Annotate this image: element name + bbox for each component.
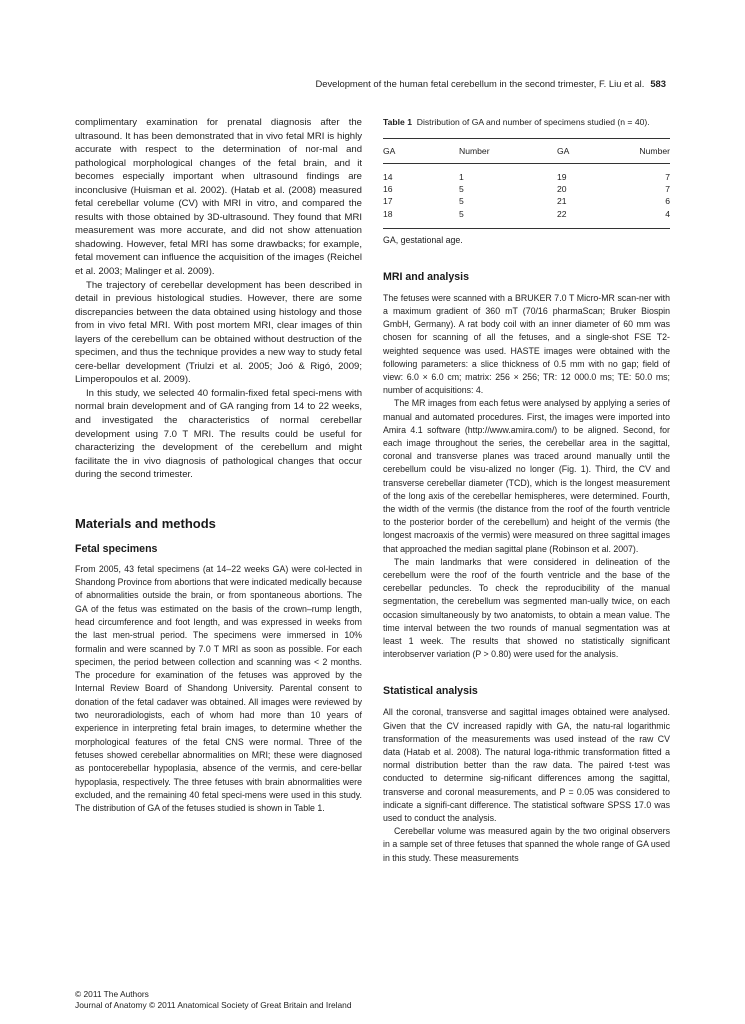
table-cell: 5 [459,208,464,219]
intro-paragraph-3: In this study, we selected 40 formalin-fixed fetal speci-mens with normal brain development and of GA ranging from 14 to 22 weeks, and investigated the characteristics of normal cerebellar development using 7.0 T MRI. The results could be useful for characterizing the development of the cerebellum and might facilitate the in vivo diagnosis of pathological changes that occur during the second trimester. [75,387,362,481]
stats-paragraph-2: Cerebellar volume was measured again by the two original observers in a sample set of three fetuses that spanned the whole range of GA used in this study. These measurements [383,826,670,863]
table-caption-text: Distribution of GA and number of specimens studied (n = 40). [416,117,650,127]
table-cell: 18 [383,208,393,219]
fetal-specimens-paragraph: From 2005, 43 fetal specimens (at 14–22 weeks GA) were col-lected in Shandong Province from abortions that were indicated medically because of abnormalities outside the brain, or from spontaneous abortions. The GA of the fetus was estimated on the basis of the crown–rump length, head circumference and foot length, and was expressed in weeks from the last men-strual period. The specimens were immersed in 10% formalin and were scanned by 7.0 T MRI as soon as possible. For each specimen, the period between collection and scanning was < 2 months. The procedure for examination of the fetuses was approved by the Internal Review Board of Shandong University. Parental consent to donation of the fetal cadaver was obtained. All images were reviewed by two neuroradiologists, each of whom had more than 10 years of experience in interpreting fetal brain images, to determine whether the morphological features of the fetal CNS were normal. Three of the fetuses showed cerebellar abnormalities on MRI; these were diagnosed as pontocerebellar hypoplasia, absence of the vermis, and cere-bellar hypoplasia, respectively. The three fetuses with brain abnormalities were excluded, and the remaining 40 fetal speci-mens were used in this study. The distribution of GA of the fetuses studied is shown in Table 1. [75,563,362,814]
table-cell: 5 [459,184,464,195]
mri-paragraph-2: The MR images from each fetus were analysed by applying a series of manual and automated procedures. First, the images were imported into Amira 4.1 software (http://www.amira.com/) to be aligned. Second, for each image throughout the series, the cerebellar area in the sagittal, coronal and transverse planes was traced around manually until the cerebellum could be visu-alized no longer (Fig. 1). Third, the CV and transverse cerebellar diameter (TCD), which is the longest measurement of the long axis of the cerebellar hemispheres, were determined. Fourth, the width of the vermis (the distance from the roof of the fourth ventricle to the posterior border of the cerebellum) and height of the vermis (the longest macroaxis of the vermis) were measured on three sagittal images that approached the median sagittal plane (Robinson et al. 2007). [383,398,670,554]
running-header [316,78,666,89]
table-row [383,195,670,207]
table-footnote: GA, gestational age. [383,234,463,245]
journal-line: Journal of Anatomy © 2011 Anatomical Society of Great Britain and Ireland [75,1000,352,1011]
table-row [383,164,670,184]
intro-paragraph-2: The trajectory of cerebellar development has been described in detail in previous histological studies. However, there are some discrepancies between the data obtained using histology and those from in vivo fetal MRI. With post mortem MRI, clear images of thin layers of the cerebellum can be obtained without destruction of the specimen, and thus the technique provides a new way to study fetal cere-bellar development (Triulzi et al. 2005; Joó & Rigó, 2009; Limperopoulos et al. 2009). [75,279,362,386]
table-cell: 17 [383,196,393,207]
subheading-statistical-analysis: Statistical analysis [383,685,478,698]
table-cell: 7 [665,172,670,183]
table-cell: 21 [557,196,567,207]
col-header-ga-2: GA [557,146,570,156]
table-row [383,183,670,195]
stats-paragraph-1: All the coronal, transverse and sagittal images obtained were analysed. Given that the CV increased rapidly with GA, the natu-ral logarithmic transformation of the measurements was used instead of the raw CV data (Hatab et al. 2008). The natural loga-rithmic transformation fitted a normal distribution better than the raw data. The paired t-test was conducted to determine sig-nificant differences among the sagittal, transverse and coronal measurements, and P = 0.05 was considered to indicate a signifi-cant difference. The statistical software SPSS 17.0 was used to conduct the analysis. [383,707,670,824]
table-cell: 20 [557,184,567,195]
copyright-line: © 2011 The Authors [75,989,149,999]
col-header-number-1: Number [459,146,490,156]
table-row [383,208,670,229]
mri-paragraph-3: The main landmarks that were considered in delineation of the cerebellum were the roof of the fourth ventricle and the base of the cerebellar peduncles. To check the reproducibility of the manual segmentation, the cerebellum was segmented man-ually twice, on each occasion simultaneously by two anatomists, to obtain a mean value. The time interval between the two rounds of manual segmentation was at least 1 week. The results that showed no statistically significant interobserver variation (P > 0.80) were used for the analysis. [383,556,670,660]
table-cell: 5 [459,196,464,207]
table-cell: 7 [665,184,670,195]
ga-distribution-table [383,138,670,229]
table-cell: 4 [665,208,670,219]
page-number: 583 [650,78,666,89]
col-header-number-2: Number [639,146,670,156]
table-cell: 6 [665,196,670,207]
table-cell: 14 [383,172,393,183]
table-label: Table 1 [383,117,412,127]
right-column [383,116,670,865]
intro-paragraph-1: complimentary examination for prenatal diagnosis after the ultrasound. It has been demonstrated that in vivo fetal MRI is highly accurate with respect to the determination of nor-mal and pathological morphological changes of the fetal brain, and it becomes especially important when ultrasound findings are inconclusive (Huisman et al. 2002). (Hatab et al. (2008) measured fetal cerebellar volume (CV) with MRI in vitro, and compared the results with those obtained by 3D-ultrasound. They found that MRI measurement was more accurate, and did not show attenuation shadowing. However, fetal MRI has some drawbacks; for example, fetal movement can influence the acquisition of the images (Reichel et al. 2003; Malinger et al. 2009). [75,117,362,278]
col-header-ga-1: GA [383,146,396,156]
table-cell: 16 [383,184,393,195]
section-heading-methods: Materials and methods [75,515,216,531]
left-column [75,116,362,815]
page-footer [75,989,352,1012]
running-title: Development of the human fetal cerebellum in the second trimester, F. Liu et al. [315,78,645,89]
table-cell: 1 [459,172,464,183]
subheading-mri-analysis: MRI and analysis [383,270,469,283]
table-cell: 22 [557,208,567,219]
subheading-fetal-specimens: Fetal specimens [75,542,158,555]
table-header-row [383,139,670,164]
mri-paragraph-1: The fetuses were scanned with a BRUKER 7.0 T Micro-MR scan-ner with a maximum gradient of 360 mT (70/16 pharmaScan; Bruker Biospin GmbH, Germany). A rat body coil with an inner diameter of 60 mm was chosen for scanning of all the fetuses, and a single-shot FSE T2-weighted sequence was used. HASTE images were obtained with the following parameters: a slice thickness of 0.5 mm with no gap; field of view: 6.0 × 6.0 cm; matrix: 256 × 256; TR: 12 000.0 ms; TE: 50.0 ms; number of acquisitions: 4. [383,292,670,396]
table-caption [383,116,670,128]
table-cell: 19 [557,172,567,183]
